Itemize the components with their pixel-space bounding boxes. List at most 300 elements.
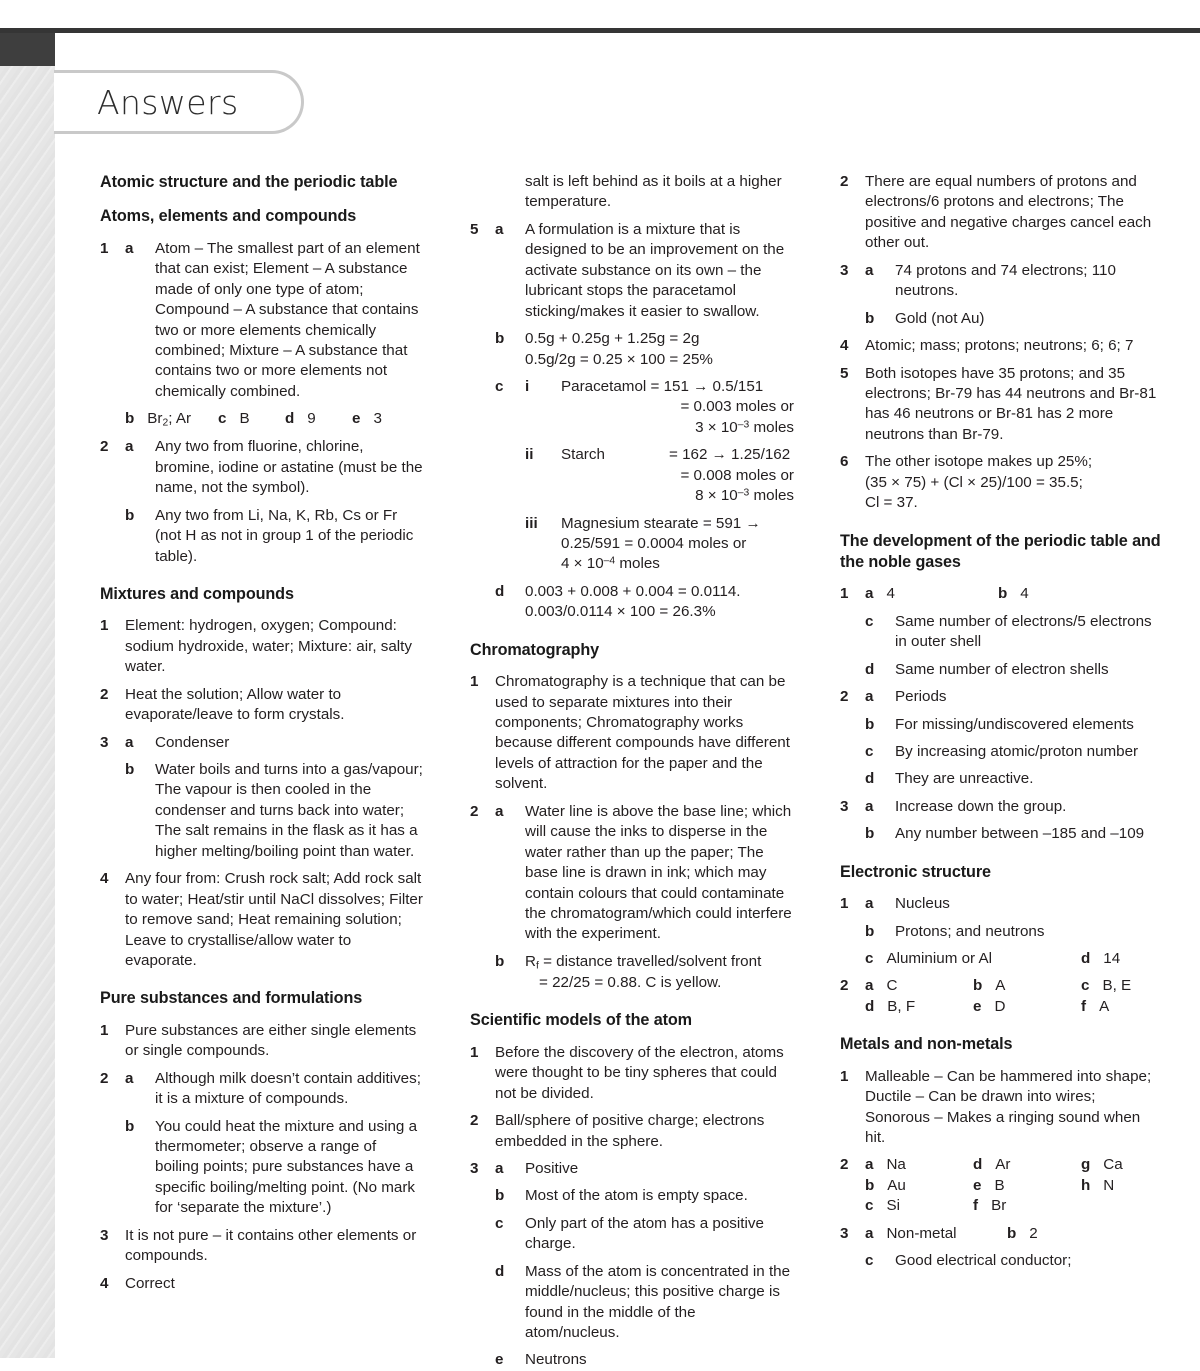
inline-pair bbox=[865, 1155, 973, 1175]
equation-line: 0.003 + 0.008 + 0.004 = 0.0114. bbox=[525, 582, 741, 600]
subsection-heading-electronic-structure: Electronic structure bbox=[840, 862, 991, 881]
question-number: 1 bbox=[100, 617, 109, 635]
answer-text: D bbox=[994, 997, 1006, 1015]
answer-row-inline bbox=[840, 1224, 1164, 1244]
inline-pair bbox=[285, 409, 352, 429]
answer-text: Nucleus bbox=[895, 895, 950, 913]
part-letter: a bbox=[865, 797, 874, 815]
answer-row bbox=[840, 715, 1164, 735]
answer-result-row bbox=[470, 397, 794, 417]
subsection-heading-chromatography: Chromatography bbox=[470, 640, 600, 659]
answer-row bbox=[100, 869, 424, 971]
answer-row bbox=[470, 1214, 794, 1255]
inline-pair bbox=[218, 409, 285, 429]
answer-text: 9 bbox=[307, 410, 316, 428]
subsection-heading-mixtures-and-compounds: Mixtures and compounds bbox=[100, 585, 294, 604]
part-letter: a bbox=[865, 1156, 874, 1174]
question-number: 1 bbox=[840, 1067, 849, 1085]
inline-pair bbox=[973, 1155, 1081, 1175]
equation-line: = 151 → 0.5/151 bbox=[650, 377, 764, 395]
inline-pair bbox=[865, 584, 998, 604]
answer-row bbox=[470, 445, 794, 465]
answer-row-inline bbox=[840, 1196, 1164, 1216]
answer-text: Non-metal bbox=[886, 1224, 957, 1242]
answer-text: Pure substances are either single elements or single compounds. bbox=[125, 1021, 417, 1060]
answer-text: Heat the solution; Allow water to evaporate/leave to form crystals. bbox=[125, 685, 345, 724]
answer-row bbox=[840, 922, 1164, 942]
answer-text: Aluminium or Al bbox=[886, 949, 992, 967]
part-letter: c bbox=[495, 377, 504, 395]
inline-pair bbox=[865, 1176, 973, 1196]
part-letter: b bbox=[865, 309, 875, 327]
inline-pair bbox=[352, 409, 382, 429]
column-two bbox=[470, 172, 794, 1369]
answer-row bbox=[470, 377, 794, 397]
answer-row bbox=[470, 582, 794, 623]
page-side-stripe-decoration bbox=[0, 66, 55, 1358]
answer-text: Same number of electron shells bbox=[895, 660, 1109, 678]
part-letter: e bbox=[973, 997, 982, 1015]
answer-text: Si bbox=[886, 1197, 900, 1215]
answer-text: Before the discovery of the electron, atoms were thought to be tiny spheres that could not be divided. bbox=[495, 1043, 784, 1102]
answers-tab-label: Answers bbox=[97, 82, 239, 122]
part-letter: b bbox=[973, 977, 983, 995]
answer-text: There are equal numbers of protons and electrons/6 protons and electrons; The positive and negative charges cancel each other out. bbox=[865, 173, 1152, 252]
roman-numeral: i bbox=[525, 377, 530, 395]
inline-pair bbox=[973, 976, 1081, 996]
answer-row-clipped bbox=[840, 1251, 1164, 1271]
part-letter: e bbox=[973, 1176, 982, 1194]
subsection-heading-pure-substances-formulations: Pure substances and formulations bbox=[100, 989, 363, 1008]
answer-text: salt is left behind as it boils at a higher temperature. bbox=[525, 173, 782, 211]
answer-text: Although milk doesn’t contain additives; it is a mixture of compounds. bbox=[155, 1069, 421, 1108]
answer-row-inline bbox=[100, 409, 424, 430]
inline-answer-group bbox=[865, 1196, 1006, 1216]
question-number: 3 bbox=[470, 1159, 479, 1177]
equation-line: = 22/25 = 0.88. C is yellow. bbox=[539, 973, 722, 991]
question-number: 2 bbox=[840, 173, 849, 190]
rf-symbol: R bbox=[525, 952, 536, 970]
answer-text: Protons; and neutrons bbox=[895, 922, 1045, 940]
answer-text: B, F bbox=[887, 997, 916, 1015]
answer-text bbox=[525, 329, 794, 370]
question-number: 4 bbox=[100, 870, 109, 888]
roman-numeral: iii bbox=[525, 514, 538, 532]
question-number: 1 bbox=[100, 1021, 109, 1039]
answer-text: Any two from fluorine, chlorine, bromine, iodine or astatine (must be the name, not the symbol). bbox=[155, 438, 423, 497]
answer-text: Ar bbox=[995, 1156, 1011, 1174]
answer-text: Mass of the atom is concentrated in the middle/nucleus; this positive charge is found in the middle of the atom/nucleus. bbox=[525, 1262, 791, 1342]
subsection-heading-metals-non-metals: Metals and non-metals bbox=[840, 1035, 1013, 1054]
part-letter: d bbox=[495, 582, 505, 600]
answer-row bbox=[100, 239, 424, 403]
equation-line: 0.25/591 = 0.0004 moles or bbox=[561, 535, 747, 552]
inline-pair bbox=[865, 949, 1081, 969]
answer-text: Condenser bbox=[155, 733, 230, 751]
answer-row bbox=[840, 612, 1164, 653]
part-letter: b bbox=[865, 1176, 875, 1194]
question-number: 5 bbox=[840, 364, 849, 382]
question-number: 3 bbox=[840, 797, 849, 815]
part-letter: b bbox=[495, 952, 505, 970]
question-number: 1 bbox=[100, 239, 109, 257]
answer-text bbox=[525, 952, 794, 994]
answer-row bbox=[840, 1067, 1164, 1149]
answer-row bbox=[840, 336, 1164, 356]
answer-result-row bbox=[470, 418, 794, 438]
result-line bbox=[616, 418, 794, 438]
part-letter: a bbox=[865, 1224, 874, 1242]
answer-text bbox=[561, 514, 794, 575]
answer-row bbox=[100, 685, 424, 726]
inline-pair bbox=[1007, 1224, 1038, 1244]
section-heading-atomic-structure: Atomic structure and the periodic table bbox=[100, 173, 398, 191]
answer-text: Malleable – Can be hammered into shape; Ductile – Can be drawn into wires; Sonorous – Makes a ringing sound when hit. bbox=[865, 1067, 1152, 1146]
part-letter: a bbox=[865, 688, 874, 706]
answer-text bbox=[525, 582, 794, 623]
answer-row bbox=[100, 1021, 424, 1062]
part-letter: a bbox=[865, 895, 874, 913]
inline-pair bbox=[865, 1224, 1007, 1244]
answer-row-inline bbox=[840, 1176, 1164, 1196]
answer-text: Only part of the atom has a positive charge. bbox=[525, 1214, 764, 1253]
inline-pair bbox=[125, 409, 218, 430]
part-letter: b bbox=[125, 1117, 135, 1135]
question-number: 3 bbox=[100, 1226, 109, 1244]
result-pre: 4 × 10 bbox=[561, 555, 604, 573]
part-letter: d bbox=[865, 997, 875, 1015]
answer-text: You could heat the mixture and using a thermometer; observe a range of boiling points; pure substances have a specific boiling/melting point. (No mark for ‘separate the mixture’.) bbox=[155, 1117, 418, 1217]
answer-row bbox=[840, 364, 1164, 446]
answer-row bbox=[840, 309, 1164, 329]
subsection-heading-atoms-elements-compounds: Atoms, elements and compounds bbox=[100, 207, 357, 226]
answer-text: Correct bbox=[125, 1274, 175, 1292]
inline-pair bbox=[865, 1196, 973, 1216]
answer-row bbox=[840, 261, 1164, 302]
part-letter: c bbox=[495, 1214, 504, 1232]
answer-text: 2 bbox=[1029, 1224, 1038, 1242]
part-letter: b bbox=[495, 1187, 505, 1205]
answer-text: 14 bbox=[1103, 949, 1121, 967]
question-number: 2 bbox=[100, 438, 109, 456]
answer-text: Atomic; mass; protons; neutrons; 6; 6; 7 bbox=[865, 337, 1134, 355]
page-top-rule bbox=[0, 28, 1200, 33]
answer-row bbox=[840, 894, 1164, 914]
part-letter: a bbox=[125, 1069, 134, 1087]
part-letter: c bbox=[218, 410, 227, 428]
answer-row bbox=[100, 1226, 424, 1267]
answer-text-pre: Br bbox=[147, 410, 163, 428]
result-post: moles bbox=[749, 487, 794, 505]
inline-answer-group bbox=[865, 1176, 1114, 1196]
answer-row-inline bbox=[840, 949, 1164, 969]
equation-line: 0.003/0.0114 × 100 = 26.3% bbox=[525, 603, 716, 621]
inline-pair bbox=[973, 997, 1081, 1017]
answer-text: Water line is above the base line; which will cause the inks to disperse in the water rather than up the paper; The base line is drawn in ink; which may contain colours that could contaminate the chromatogram/which could interfere with the experiment. bbox=[525, 802, 792, 943]
answer-row-inline bbox=[840, 584, 1164, 604]
answer-row bbox=[840, 172, 1164, 254]
part-letter: a bbox=[865, 977, 874, 995]
part-letter: d bbox=[865, 660, 875, 678]
answer-text bbox=[865, 452, 1164, 513]
answer-text: Both isotopes have 35 protons; and 35 electrons; Br-79 has 44 neutrons and Br-81 has 46 neutrons or Br-81 has 2 more neutrons than Br-79. bbox=[865, 364, 1157, 443]
answer-text: B bbox=[994, 1176, 1005, 1194]
part-letter: d bbox=[1081, 949, 1091, 967]
answer-text: Atom – The smallest part of an element that can exist; Element – A substance made of only one type of atom; Compound – A substance that contains two or more elements chemically combined; Mixture – A substance that contains two or more elements not chemically combined. bbox=[155, 239, 420, 400]
answer-row bbox=[100, 616, 424, 677]
answer-row bbox=[840, 769, 1164, 789]
part-letter: a bbox=[495, 1159, 504, 1177]
result-pre: 3 × 10 bbox=[695, 418, 738, 436]
part-letter: a bbox=[495, 220, 504, 238]
question-number: 3 bbox=[840, 1224, 849, 1242]
inline-pair bbox=[998, 584, 1029, 604]
question-number: 1 bbox=[840, 895, 849, 913]
answer-text: Neutrons bbox=[525, 1351, 587, 1369]
question-number: 2 bbox=[100, 685, 109, 703]
answer-text: Br bbox=[991, 1197, 1007, 1215]
question-number: 2 bbox=[840, 977, 849, 995]
answer-row bbox=[470, 1111, 794, 1152]
inline-answer-group bbox=[865, 976, 1131, 996]
answer-result-row bbox=[470, 466, 794, 486]
answer-text: Positive bbox=[525, 1159, 579, 1177]
answer-row bbox=[840, 742, 1164, 762]
answer-text bbox=[561, 445, 794, 465]
inline-pair bbox=[973, 1196, 1006, 1216]
result-line: = 0.003 moles or bbox=[680, 398, 794, 416]
roman-numeral: ii bbox=[525, 446, 534, 464]
answer-row bbox=[840, 824, 1164, 844]
part-letter: e bbox=[495, 1351, 504, 1369]
continued-answer-row bbox=[470, 172, 794, 213]
answer-text bbox=[147, 409, 191, 430]
answer-text-post: ; Ar bbox=[168, 410, 192, 428]
question-number: 3 bbox=[840, 261, 849, 279]
result-line bbox=[616, 486, 794, 506]
answer-text: C bbox=[886, 977, 898, 995]
inline-answer-group bbox=[865, 1155, 1123, 1175]
equation-line: (35 × 75) + (Cl × 25)/100 = 35.5; bbox=[865, 473, 1083, 491]
subscript: 2 bbox=[162, 417, 169, 429]
inline-answer-group bbox=[865, 949, 1120, 969]
inline-pair bbox=[865, 976, 973, 996]
part-letter: d bbox=[973, 1156, 983, 1174]
part-letter: a bbox=[495, 802, 504, 820]
part-letter: d bbox=[495, 1262, 505, 1280]
answer-row bbox=[100, 506, 424, 567]
subsection-heading-development-periodic-table: The development of the periodic table and the noble gases bbox=[840, 531, 1161, 571]
answer-row-clipped bbox=[100, 1274, 424, 1294]
answer-text: Chromatography is a technique that can be used to separate mixtures into their components; Chromatography works because different compounds have different levels of attraction for the paper and the solvent. bbox=[495, 673, 790, 793]
substance-label: Starch bbox=[561, 446, 605, 464]
question-number: 1 bbox=[470, 673, 479, 691]
answer-text: Increase down the group. bbox=[895, 797, 1067, 815]
answer-row-inline bbox=[840, 976, 1164, 996]
answer-text: It is not pure – it contains other elements or compounds. bbox=[125, 1226, 417, 1265]
equation-line bbox=[561, 555, 660, 572]
answer-row bbox=[470, 514, 794, 575]
part-letter: b bbox=[495, 330, 505, 348]
answer-row bbox=[100, 1117, 424, 1219]
inline-pair bbox=[973, 1176, 1081, 1196]
answer-text: A bbox=[1099, 997, 1110, 1015]
answer-text: They are unreactive. bbox=[895, 770, 1034, 788]
answer-row bbox=[100, 733, 424, 753]
answer-row-inline bbox=[840, 1155, 1164, 1175]
question-number: 1 bbox=[840, 585, 849, 603]
question-number: 2 bbox=[840, 1156, 849, 1174]
part-letter: a bbox=[125, 438, 134, 456]
part-letter: c bbox=[865, 949, 874, 967]
question-number: 2 bbox=[100, 1069, 109, 1087]
answer-row bbox=[840, 452, 1164, 513]
answer-text bbox=[561, 377, 794, 397]
answer-text: Na bbox=[886, 1156, 906, 1174]
part-letter: a bbox=[865, 585, 874, 603]
result-post: moles bbox=[615, 555, 660, 573]
inline-pair bbox=[1081, 997, 1109, 1017]
part-letter: h bbox=[1081, 1176, 1091, 1194]
answer-text: 74 protons and 74 electrons; 110 neutrons. bbox=[895, 261, 1116, 300]
answer-text: Any number between –185 and –109 bbox=[895, 825, 1145, 843]
part-letter: b bbox=[1007, 1224, 1017, 1242]
part-letter: b bbox=[125, 410, 135, 428]
part-letter: f bbox=[1081, 997, 1087, 1015]
part-letter: d bbox=[285, 410, 295, 428]
part-letter: b bbox=[865, 825, 875, 843]
answer-text-post: = distance travelled/solvent front bbox=[538, 952, 762, 970]
answer-text: Au bbox=[887, 1176, 906, 1194]
equation-line: = 162 → 1.25/162 bbox=[669, 446, 791, 464]
answer-text: For missing/undiscovered elements bbox=[895, 715, 1134, 733]
substance-label: Paracetamol bbox=[561, 377, 647, 395]
answers-columns bbox=[100, 172, 1161, 1369]
answer-row-inline bbox=[840, 997, 1164, 1017]
question-number: 4 bbox=[100, 1274, 109, 1292]
question-number: 3 bbox=[100, 733, 109, 751]
answer-text: Good electrical conductor; bbox=[895, 1252, 1072, 1270]
part-letter: c bbox=[865, 612, 874, 630]
inline-answer-group bbox=[125, 409, 382, 430]
answer-text: 4 bbox=[886, 585, 895, 603]
answer-row bbox=[470, 220, 794, 322]
inline-pair bbox=[1081, 949, 1120, 969]
inline-pair bbox=[865, 997, 973, 1017]
answer-text: A bbox=[995, 977, 1006, 995]
answer-text: Most of the atom is empty space. bbox=[525, 1187, 748, 1205]
equation-line: Cl = 37. bbox=[865, 494, 918, 512]
equation-line: 0.5g + 0.25g + 1.25g = 2g bbox=[525, 330, 700, 348]
superscript: –4 bbox=[603, 556, 616, 568]
equation-line: Magnesium stearate = 591 → bbox=[561, 514, 761, 532]
answer-row-clipped bbox=[470, 1350, 794, 1370]
answer-text: 3 bbox=[373, 410, 382, 428]
answer-text: 4 bbox=[1020, 585, 1029, 603]
superscript: –3 bbox=[737, 487, 750, 499]
inline-pair bbox=[1081, 1155, 1123, 1175]
answer-row bbox=[100, 1069, 424, 1110]
column-one bbox=[100, 172, 424, 1358]
answer-text: Any two from Li, Na, K, Rb, Cs or Fr (not H as not in group 1 of the periodic table). bbox=[155, 506, 414, 565]
answer-text: A formulation is a mixture that is designed to be an improvement on the activate substance on its own – the lubricant stops the paracetamol sticking/makes it easier to swallow. bbox=[525, 220, 785, 320]
question-number: 2 bbox=[470, 1112, 479, 1130]
part-letter: d bbox=[865, 770, 875, 788]
answer-row bbox=[100, 437, 424, 498]
equation-line: 0.5g/2g = 0.25 × 100 = 25% bbox=[525, 350, 713, 368]
part-letter: b bbox=[865, 922, 875, 940]
question-number: 4 bbox=[840, 337, 849, 355]
subsection-heading-scientific-models-atom: Scientific models of the atom bbox=[470, 1011, 692, 1030]
answer-row bbox=[470, 1186, 794, 1206]
part-letter: e bbox=[352, 410, 361, 428]
question-number: 1 bbox=[470, 1043, 479, 1061]
answer-row bbox=[840, 687, 1164, 707]
answer-text: B, E bbox=[1102, 977, 1132, 995]
answer-row bbox=[470, 952, 794, 994]
answer-text: Same number of electrons/5 electrons in outer shell bbox=[895, 612, 1152, 651]
answer-row bbox=[470, 1043, 794, 1104]
answers-tab bbox=[54, 70, 304, 134]
part-letter: a bbox=[125, 733, 134, 751]
answer-row bbox=[840, 660, 1164, 680]
answer-row bbox=[470, 672, 794, 795]
answer-text: Water boils and turns into a gas/vapour; The vapour is then cooled in the condenser and turns back into water; The salt remains in the flask as it has a higher melting/boiling point than water. bbox=[155, 761, 423, 860]
part-letter: b bbox=[125, 761, 135, 779]
answer-text: N bbox=[1103, 1176, 1115, 1194]
answer-text: B bbox=[239, 410, 250, 428]
question-number: 5 bbox=[470, 220, 479, 238]
answer-text: Gold (not Au) bbox=[895, 309, 985, 327]
answer-text: Element: hydrogen, oxygen; Compound: sodium hydroxide, water; Mixture: air, salty water. bbox=[125, 617, 412, 676]
result-pre: 8 × 10 bbox=[695, 487, 738, 505]
page-corner-block bbox=[0, 33, 55, 66]
question-number: 2 bbox=[470, 802, 479, 820]
answer-line: The other isotope makes up 25%; bbox=[865, 453, 1093, 471]
answer-row bbox=[470, 329, 794, 370]
answer-row bbox=[470, 802, 794, 945]
part-letter: b bbox=[998, 585, 1008, 603]
question-number: 2 bbox=[840, 688, 849, 706]
part-letter: c bbox=[865, 1197, 874, 1215]
part-letter: a bbox=[125, 239, 134, 257]
subscript: f bbox=[535, 960, 539, 972]
inline-answer-group bbox=[865, 1224, 1038, 1244]
part-letter: g bbox=[1081, 1156, 1091, 1174]
part-letter: f bbox=[973, 1197, 979, 1215]
answer-text: By increasing atomic/proton number bbox=[895, 742, 1139, 760]
inline-answer-group bbox=[865, 584, 1029, 604]
superscript: –3 bbox=[737, 419, 750, 431]
part-letter: c bbox=[1081, 977, 1090, 995]
answer-row bbox=[840, 797, 1164, 817]
question-number: 6 bbox=[840, 453, 849, 471]
answer-text: Ball/sphere of positive charge; electrons embedded in the sphere. bbox=[495, 1112, 765, 1150]
inline-pair bbox=[1081, 976, 1131, 996]
answer-text: Any four from: Crush rock salt; Add rock salt to water; Heat/stir until NaCl dissolves; Filter to remove sand; Heat remaining solution; Leave to crystallise/allow water to evaporate. bbox=[125, 870, 423, 969]
part-letter: a bbox=[865, 261, 874, 279]
part-letter: b bbox=[125, 506, 135, 524]
result-post: moles bbox=[749, 418, 794, 436]
answer-row bbox=[100, 760, 424, 862]
inline-answer-group bbox=[865, 997, 1109, 1017]
part-letter: c bbox=[865, 742, 874, 760]
inline-pair bbox=[1081, 1176, 1114, 1196]
part-letter: b bbox=[865, 715, 875, 733]
result-line: = 0.008 moles or bbox=[680, 466, 794, 484]
answer-row bbox=[470, 1262, 794, 1344]
part-letter: c bbox=[865, 1252, 874, 1270]
